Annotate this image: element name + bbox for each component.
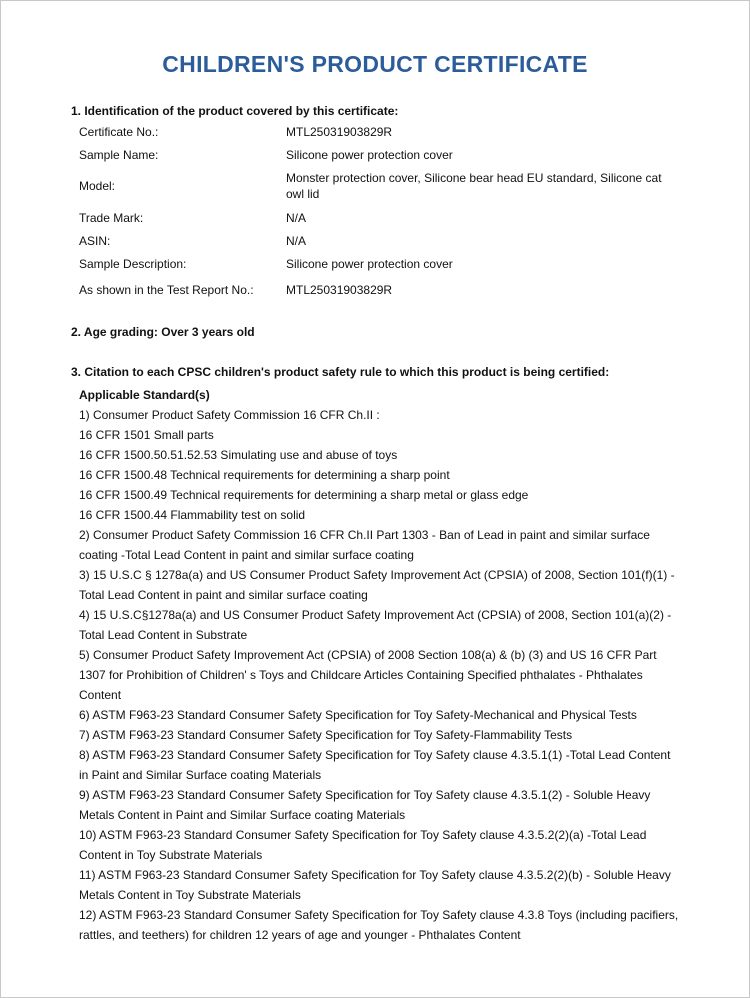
section-1-heading: 1. Identification of the product covered by this certificate: (71, 104, 399, 118)
list-item: 16 CFR 1500.50.51.52.53 Simulating use and abuse of toys (79, 448, 398, 462)
row-label: Trade Mark: (79, 211, 144, 225)
row-value: N/A (286, 211, 307, 225)
row-value: MTL25031903829R (286, 283, 393, 297)
list-item: 16 CFR 1500.49 Technical requirements for determining a sharp metal or glass edge (79, 488, 529, 502)
list-item: 5) Consumer Product Safety Improvement Act (CPSIA) of 2008 Section 108(a) & (b) (3) and US 16 CFR Part 1307 for Prohibition of Children' s Toys and Childcare Articles Containing Specified phthalates - Phthalates Content (79, 648, 657, 702)
list-item: 9) ASTM F963-23 Standard Consumer Safety Specification for Toy Safety clause 4.3.5.1(2) - Soluble Heavy Metals Content in Paint and Similar Surface coating Materials (79, 788, 651, 822)
list-item: 3) 15 U.S.C § 1278a(a) and US Consumer Product Safety Improvement Act (CPSIA) of 2008, Section 101(f)(1) -Total Lead Content in paint and similar surface coating (79, 568, 675, 602)
list-item: 1) Consumer Product Safety Commission 16 CFR Ch.II : (79, 408, 380, 422)
list-item: 6) ASTM F963-23 Standard Consumer Safety Specification for Toy Safety-Mechanical and Physical Tests (79, 708, 637, 722)
row-label: Certificate No.: (79, 125, 159, 139)
row-value: Silicone power protection cover (286, 257, 453, 271)
list-item: 10) ASTM F963-23 Standard Consumer Safety Specification for Toy Safety clause 4.3.5.2(2)(a) -Total Lead Content in Toy Substrate Materials (79, 828, 647, 862)
list-item: 8) ASTM F963-23 Standard Consumer Safety Specification for Toy Safety clause 4.3.5.1(1) -Total Lead Content in Paint and Similar Surface coating Materials (79, 748, 671, 782)
row-value: N/A (286, 234, 307, 248)
list-item: 4) 15 U.S.C§1278a(a) and US Consumer Product Safety Improvement Act (CPSIA) of 2008, Section 101(a)(2) -Total Lead Content in Substrate (79, 608, 672, 642)
list-item: 16 CFR 1500.48 Technical requirements for determining a sharp point (79, 468, 450, 482)
list-item: 11) ASTM F963-23 Standard Consumer Safety Specification for Toy Safety clause 4.3.5.2(2)(b) - Soluble Heavy Metals Content in Toy Substrate Materials (79, 868, 671, 902)
row-label: Model: (79, 179, 116, 193)
standards-list (79, 385, 679, 945)
row-label: As shown in the Test Report No.: (79, 283, 254, 297)
list-item: 7) ASTM F963-23 Standard Consumer Safety Specification for Toy Safety-Flammability Tests (79, 728, 573, 742)
row-label: Sample Description: (79, 257, 187, 271)
standards-subheading: Applicable Standard(s) (79, 388, 210, 402)
row-value: MTL25031903829R (286, 125, 393, 139)
row-label: ASIN: (79, 234, 111, 248)
list-item: 12) ASTM F963-23 Standard Consumer Safety Specification for Toy Safety clause 4.3.8 Toys (including pacifiers, rattles, and teethers) for children 12 years of age and younger - Phthalates Content (79, 908, 679, 942)
row-label: Sample Name: (79, 148, 159, 162)
page-title: CHILDREN'S PRODUCT CERTIFICATE (162, 51, 588, 77)
section-2-heading: 2. Age grading: Over 3 years old (71, 325, 255, 339)
list-item: 16 CFR 1501 Small parts (79, 428, 214, 442)
list-item: 16 CFR 1500.44 Flammability test on solid (79, 508, 306, 522)
section-3-heading: 3. Citation to each CPSC children's product safety rule to which this product is being certified: (71, 365, 610, 379)
row-value: Silicone power protection cover (286, 148, 453, 162)
row-value: Monster protection cover, Silicone bear head EU standard, Silicone cat owl lid (286, 171, 662, 201)
list-item: 2) Consumer Product Safety Commission 16 CFR Ch.II Part 1303 - Ban of Lead in paint and similar surface coating -Total Lead Content in paint and similar surface coating (79, 528, 650, 562)
